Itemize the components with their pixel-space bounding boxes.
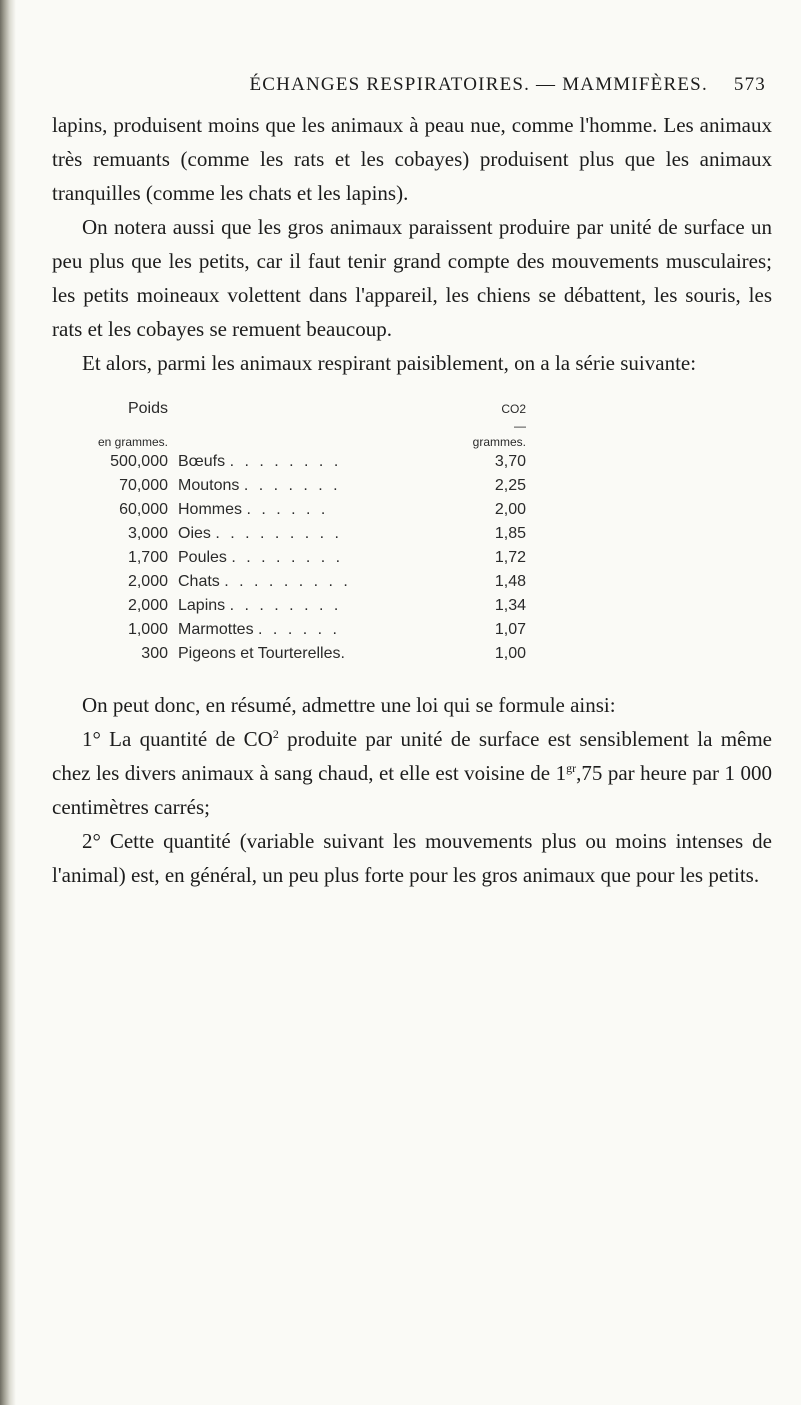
co2-series-table [74,400,526,666]
weight-cell: 60,000 [119,501,168,518]
weight-cell: 70,000 [119,477,168,494]
leader-dots: . . . . . . . . [231,549,344,566]
weight-cell: 300 [141,645,168,662]
weight-cell: 1,700 [127,549,168,566]
leader-dots: . . . . . . . . [229,597,342,614]
leader-dots: . . . . . . . . [229,453,342,470]
table-row [74,498,526,522]
p5-part-b: produite par unité de surface est sensiblement la même chez les divers animaux à sang chaud, et elle est voisine de 1 [52,727,772,785]
co2-header: CO2 [501,402,526,416]
table-row [74,474,526,498]
animal-cell: Marmottes [178,621,254,638]
p5-superscript-gr: gr [566,761,577,775]
co2-cell: 1,00 [494,645,526,662]
table-row [74,570,526,594]
table-row [74,546,526,570]
animal-cell: Lapins [178,597,226,614]
weight-unit: en grammes. [97,435,168,449]
leader-dots: . . . . . . [258,621,340,638]
weight-cell: 1,000 [127,621,168,638]
co2-cell: 2,25 [494,477,526,494]
weight-cell: 2,000 [127,597,168,614]
paragraph-4: On peut donc, en résumé, admettre une loi qui se formule ainsi: [82,693,616,717]
page [52,70,772,892]
co2-unit: grammes. [472,435,526,449]
co2-cell: 1,85 [494,525,526,542]
co2-cell: 1,48 [494,573,526,590]
table-row [74,450,526,474]
table-row [74,594,526,618]
paragraph-2: On notera aussi que les gros animaux paraissent produire par unité de surface un peu plus que les petits, car il faut tenir grand compte des mouvements musculaires; les petits moineaux volettent dans l'appareil, les chiens se débattent, les souris, les rats et les cobayes se remuent beaucoup. [52,215,772,341]
co2-cell: 2,00 [494,501,526,518]
table-row [74,522,526,546]
co2-cell: 3,70 [494,453,526,470]
animal-cell: Chats [178,573,220,590]
running-title: ÉCHANGES RESPIRATOIRES. — MAMMIFÈRES. [249,74,708,95]
book-spine-shadow [0,0,16,1405]
page-number: 573 [733,74,766,95]
leader-dots: . . . . . . . [243,477,341,494]
animal-cell: Oies [178,525,211,542]
weight-cell: 2,000 [127,573,168,590]
p5-superscript: 2 [272,727,279,741]
animal-cell: Hommes [178,501,243,518]
leader-dots: . . . . . . . . . [224,573,351,590]
animal-cell: Poules [178,549,227,566]
co2-dash: — [514,419,526,433]
paragraph-5 [52,722,772,824]
paragraph-6: 2° Cette quantité (variable suivant les mouvements plus ou moins intenses de l'animal) est, en général, un peu plus forte pour les gros animaux que pour les petits. [52,829,772,887]
weight-cell: 500,000 [110,453,168,470]
leader-dots: . . . . . . . . . [215,525,342,542]
p5-part-c: ,75 par heure par 1 000 centimètres carrés; [52,761,772,819]
table-row [74,642,526,666]
leader-dots: . . . . . . [246,501,329,518]
co2-cell: 1,34 [494,597,526,614]
animal-cell: Moutons [178,477,240,494]
p5-part-a: 1° La quantité de CO [82,727,273,751]
weight-cell: 3,000 [127,525,168,542]
co2-cell: 1,07 [494,621,526,638]
paragraph-1: lapins, produisent moins que les animaux à peau nue, comme l'homme. Les animaux très remuants (comme les rats et les cobayes) produisent plus que les animaux tranquilles (comme les chats et les lapins). [52,113,772,205]
paragraph-3: Et alors, parmi les animaux respirant paisiblement, on a la série suivante: [82,351,697,375]
weight-header: Poids [127,400,168,417]
animal-cell: Pigeons et Tourterelles. [178,645,345,662]
table-row [74,618,526,642]
animal-cell: Bœufs [178,453,226,470]
running-header [52,70,766,100]
co2-cell: 1,72 [494,549,526,566]
